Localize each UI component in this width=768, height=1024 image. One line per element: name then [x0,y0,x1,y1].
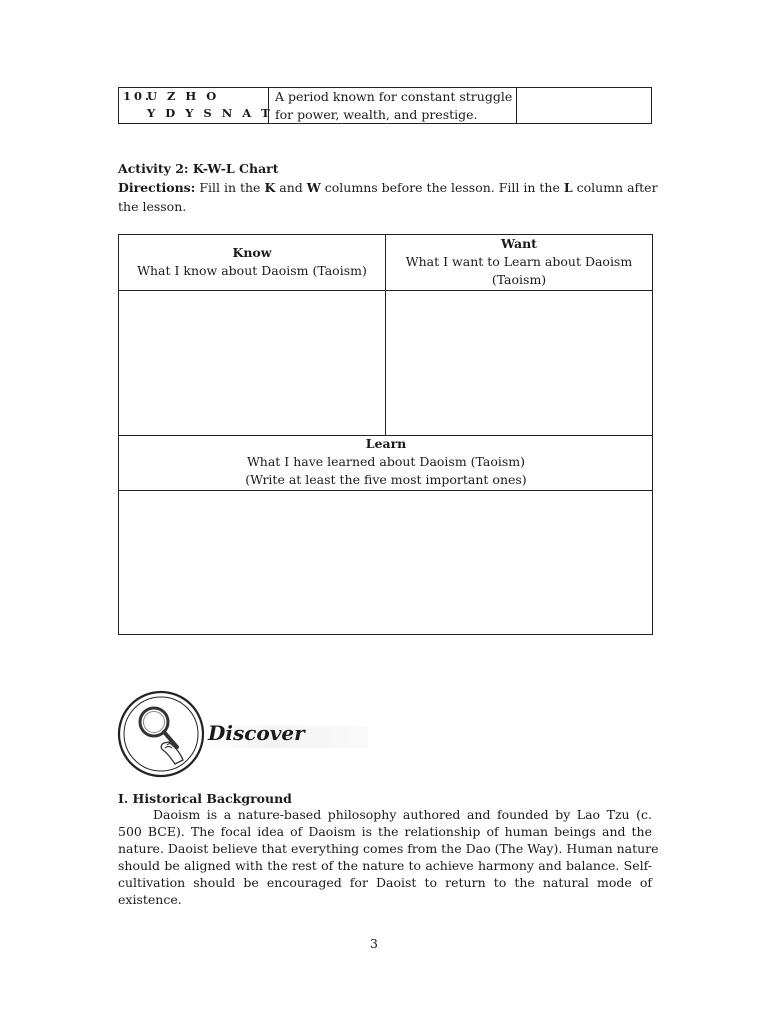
magnifying-glass-hand-icon [117,690,205,778]
paragraph-line: nature. Daoist believe that everything comes from the Dao (The Way). Human nature [118,841,659,856]
paragraph-line: existence. [118,892,182,907]
discover-title: Discover [208,721,305,745]
learn-header [119,435,653,489]
page-number: 3 [370,936,378,951]
know-answer-area[interactable] [119,291,384,435]
want-header [385,235,653,289]
want-description-line2: (Taoism) [491,272,547,287]
want-answer-area[interactable] [386,291,653,435]
directions-label: Directions: [118,180,196,195]
learn-description-line2: (Write at least the five most important ones) [245,472,527,487]
learn-description-line1: What I have learned about Daoism (Taoism) [246,454,526,469]
paragraph-line: cultivation should be encouraged for Daoist to return to the natural mode of [118,875,652,890]
paragraph-line: 500 BCE). The focal idea of Daoism is the relationship of human beings and the [118,824,652,839]
item-number: 10. [123,89,153,103]
kwl-chart [118,234,653,635]
want-title: Want [501,236,537,251]
directions-line1: Directions: Fill in the K and W columns before the lesson. Fill in the L column after [118,180,658,195]
know-header [119,244,385,280]
answer-cell[interactable] [517,88,651,123]
scrambled-word-line2: Y D Y S N A T [147,106,273,120]
definition-cell [269,88,517,123]
paragraph-line: should be aligned with the rest of the nature to achieve harmony and balance. Self- [118,858,652,873]
scrambled-word-line1: U Z H O [147,89,220,103]
scrambled-word-cell [119,88,273,123]
want-description-line1: What I want to Learn about Daoism [405,254,633,269]
historical-paragraph [118,806,659,908]
definition-line2: for power, wealth, and prestige. [275,107,478,122]
know-description: What I know about Daoism (Taoism) [137,263,367,278]
item-10-table [118,87,652,124]
definition-line1: A period known for constant struggle [275,89,513,104]
directions-line2: the lesson. [118,199,187,214]
activity-title: Activity 2: K-W-L Chart [118,161,279,176]
paragraph-line: Daoism is a nature-based philosophy authored and founded by Lao Tzu (c. [153,807,652,822]
learn-answer-area[interactable] [119,491,653,634]
know-title: Know [232,245,272,260]
learn-title: Learn [365,436,407,451]
section-title: I. Historical Background [118,791,292,806]
